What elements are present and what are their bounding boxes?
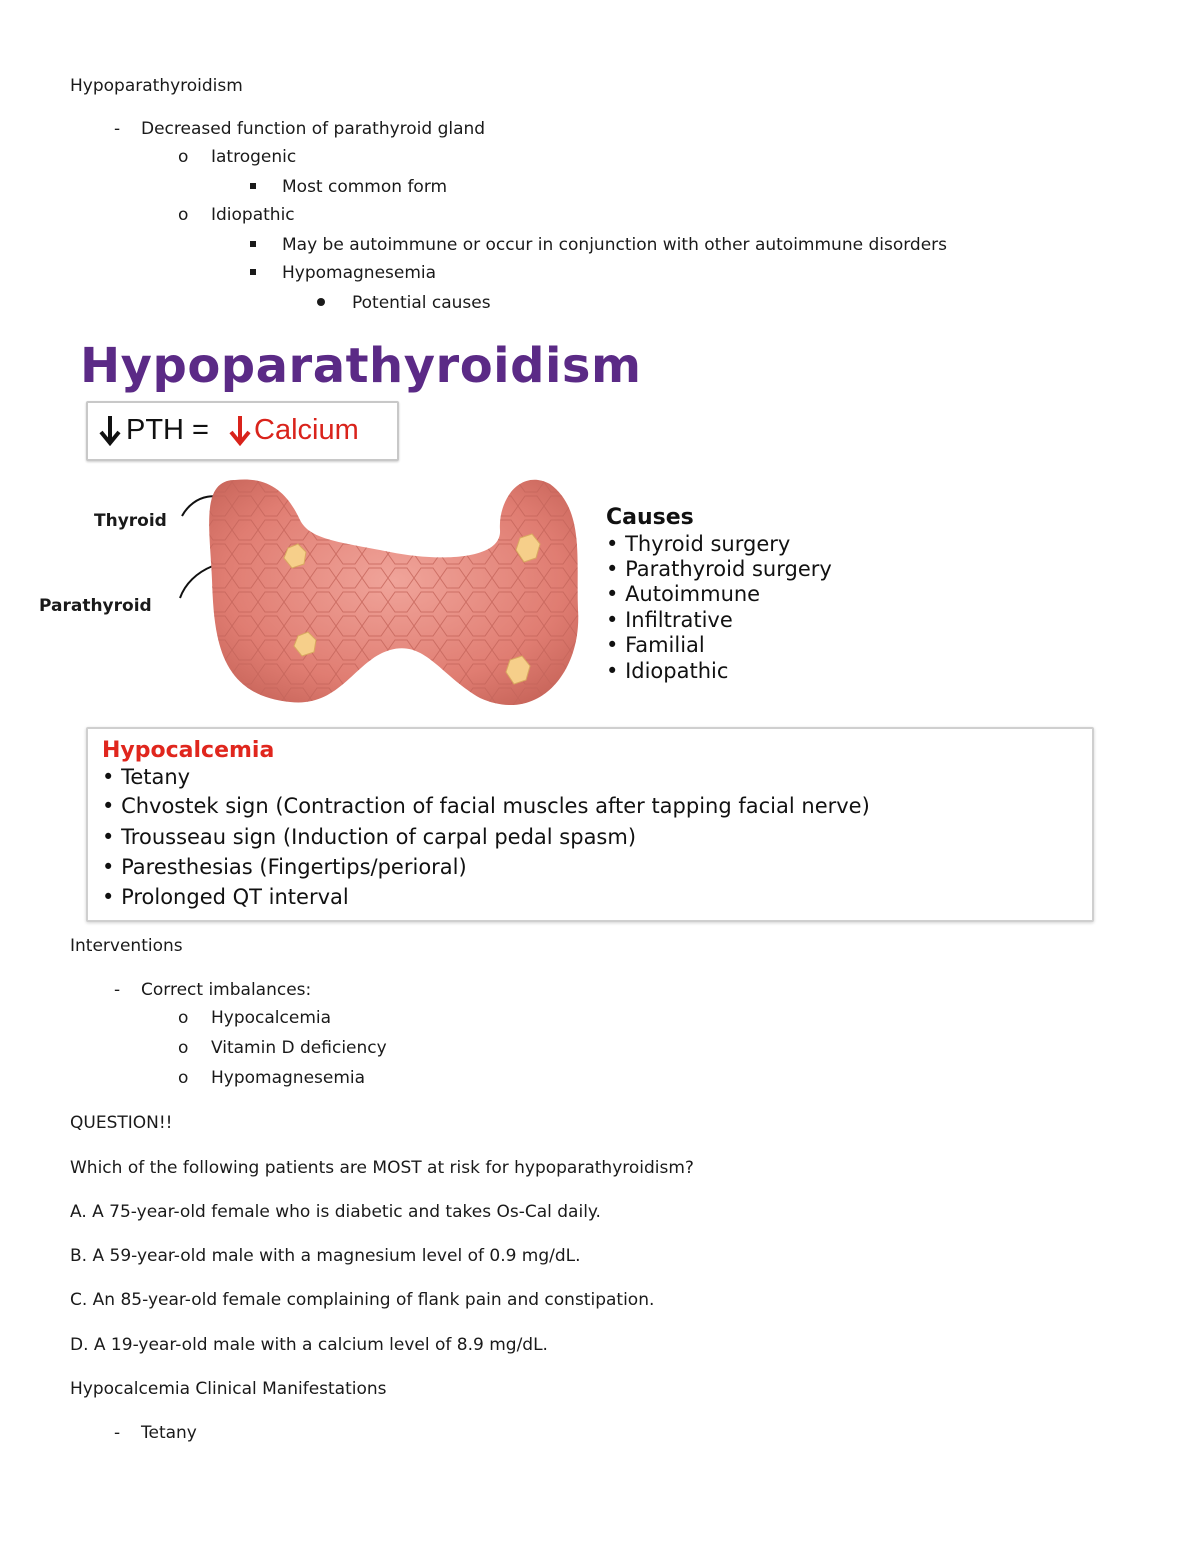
dash-bullet: -	[114, 119, 121, 139]
list-item-decreased-function: Decreased function of parathyroid gland	[141, 119, 486, 139]
hypocalcemia-item: • Prolonged QT interval	[102, 885, 349, 909]
list-item-hypomagnesemia: Hypomagnesemia	[282, 263, 437, 283]
answer-option-a: A. A 75-year-old female who is diabetic and takes Os-Cal daily.	[70, 1202, 601, 1222]
parathyroid-label: Parathyroid	[39, 596, 152, 616]
circle-bullet: o	[178, 1008, 189, 1028]
thyroid-gland-illustration	[180, 470, 600, 715]
question-heading: QUESTION!!	[70, 1113, 173, 1133]
square-bullet-icon	[250, 241, 256, 247]
square-bullet-icon	[250, 269, 256, 275]
list-item-idiopathic: Idiopathic	[211, 205, 295, 225]
interventions-heading: Interventions	[70, 936, 183, 956]
dash-bullet: -	[114, 980, 121, 1000]
list-item-vitamin-d: Vitamin D deficiency	[211, 1038, 387, 1058]
cause-item: • Thyroid surgery	[606, 532, 791, 556]
list-item-potential-causes: Potential causes	[352, 293, 491, 313]
causes-title: Causes	[606, 505, 694, 530]
list-item-autoimmune: May be autoimmune or occur in conjunction with other autoimmune disorders	[282, 235, 948, 255]
hypocalcemia-item: • Chvostek sign (Contraction of facial muscles after tapping facial nerve)	[102, 794, 870, 818]
circle-bullet: o	[178, 147, 189, 167]
cause-item: • Parathyroid surgery	[606, 557, 832, 581]
hypocalcemia-item: • Tetany	[102, 765, 191, 789]
square-bullet-icon	[250, 183, 256, 189]
dash-bullet: -	[114, 1423, 121, 1443]
circle-bullet: o	[178, 1038, 189, 1058]
list-item-tetany: Tetany	[141, 1423, 197, 1443]
manifestations-heading: Hypocalcemia Clinical Manifestations	[70, 1379, 387, 1399]
list-item-correct-imbalances: Correct imbalances:	[141, 980, 312, 1000]
list-item-hypocalcemia: Hypocalcemia	[211, 1008, 332, 1028]
circle-bullet: o	[178, 1068, 189, 1088]
answer-option-c: C. An 85-year-old female complaining of flank pain and constipation.	[70, 1290, 655, 1310]
cause-item: • Idiopathic	[606, 659, 729, 683]
answer-option-b: B. A 59-year-old male with a magnesium level of 0.9 mg/dL.	[70, 1246, 581, 1266]
pth-label: PTH =	[126, 414, 209, 446]
circle-bullet: o	[178, 205, 189, 225]
calcium-label: Calcium	[254, 414, 359, 446]
hypocalcemia-item: • Trousseau sign (Induction of carpal pedal spasm)	[102, 825, 637, 849]
down-arrow-red-icon	[228, 414, 252, 446]
cause-item: • Familial	[606, 633, 705, 657]
list-item-hypomagnesemia-2: Hypomagnesemia	[211, 1068, 366, 1088]
thyroid-label: Thyroid	[94, 511, 167, 531]
round-bullet-icon	[317, 298, 325, 306]
hypocalcemia-title: Hypocalcemia	[102, 738, 275, 763]
down-arrow-icon	[98, 414, 122, 446]
question-prompt: Which of the following patients are MOST at risk for hypoparathyroidism?	[70, 1158, 694, 1178]
cause-item: • Infiltrative	[606, 608, 733, 632]
cause-item: • Autoimmune	[606, 582, 761, 606]
list-item-most-common: Most common form	[282, 177, 448, 197]
hypocalcemia-item: • Paresthesias (Fingertips/perioral)	[102, 855, 467, 879]
doc-title: Hypoparathyroidism	[70, 76, 243, 96]
figure-title: Hypoparathyroidism	[80, 338, 642, 394]
list-item-iatrogenic: Iatrogenic	[211, 147, 297, 167]
answer-option-d: D. A 19-year-old male with a calcium level of 8.9 mg/dL.	[70, 1335, 548, 1355]
